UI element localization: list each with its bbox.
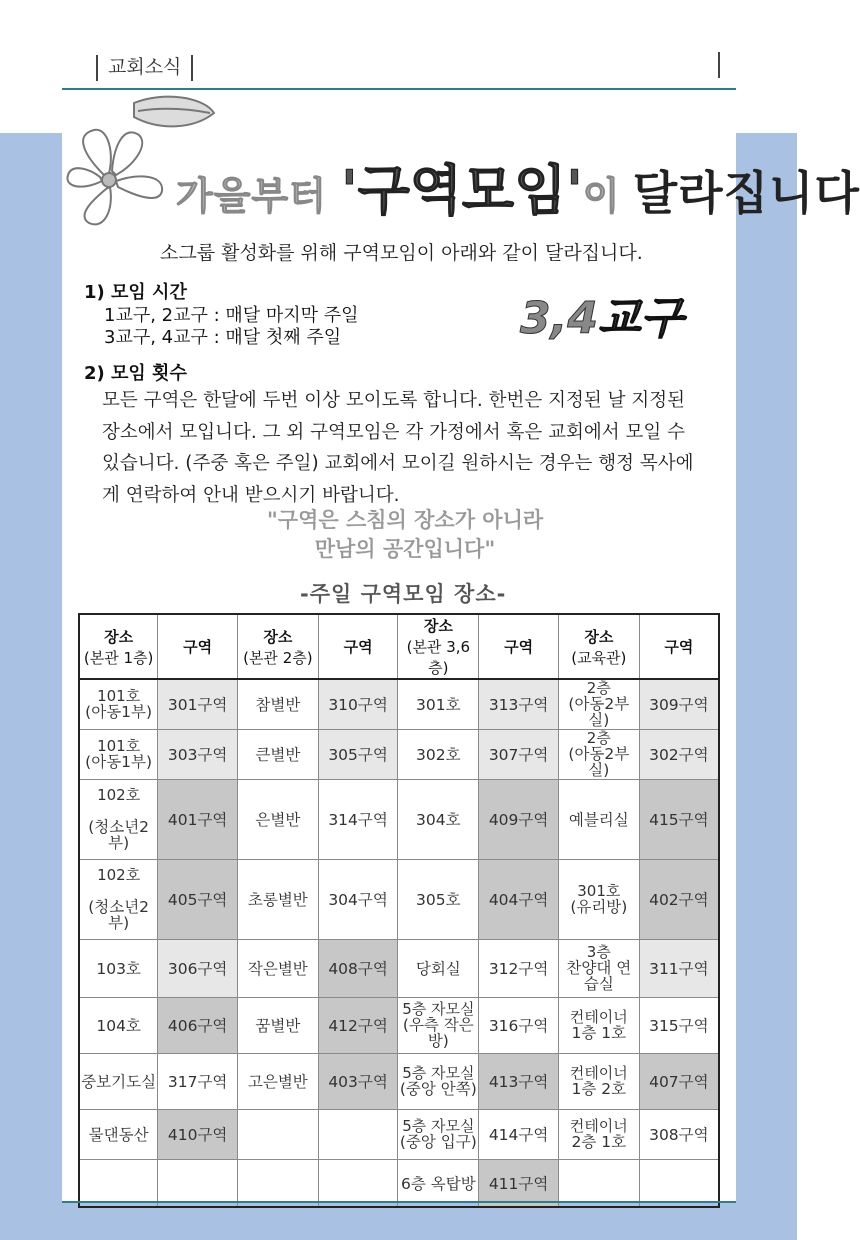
place-cell <box>79 679 158 729</box>
place-cell: 예블리실 <box>558 779 639 859</box>
district-cell <box>318 1159 398 1207</box>
place-cell: 6층 옥탑방 <box>398 1159 479 1207</box>
district-cell <box>158 1159 238 1207</box>
badge-word: 교구 <box>597 293 683 344</box>
district-cell: 310구역 <box>318 679 398 729</box>
cell-line: 1층 1호 <box>571 1024 627 1042</box>
intro-text: 소그룹 활성화를 위해 구역모임이 아래와 같이 달라집니다. <box>160 242 643 264</box>
cell-line: 2층 <box>586 679 611 698</box>
district-cell: 309구역 <box>639 679 719 729</box>
district-cell: 411구역 <box>479 1159 559 1207</box>
cell-line: (유리방) <box>570 898 628 916</box>
table-row <box>79 779 719 859</box>
column-header-label: 구역 <box>664 638 694 656</box>
left-blue-margin <box>0 133 62 1240</box>
cell-line: 5층 자모실 <box>402 1000 475 1018</box>
cell-line: 101호 <box>97 687 141 706</box>
column-header-sublabel: (본관 1층) <box>83 648 154 667</box>
place-cell <box>558 997 639 1053</box>
cell-line <box>80 803 157 819</box>
column-header <box>639 614 719 679</box>
district-cell: 308구역 <box>639 1109 719 1159</box>
column-header <box>79 614 158 679</box>
section1-line1: 1교구, 2교구 : 매달 마지막 주일 <box>104 305 359 326</box>
column-header <box>158 614 238 679</box>
quote <box>250 505 560 563</box>
cell-line: 2층 <box>586 729 611 747</box>
district-cell: 307구역 <box>479 729 559 779</box>
place-cell <box>558 859 639 939</box>
place-cell: 103호 <box>79 939 158 997</box>
cell-line: 5층 자모실 <box>402 1117 475 1135</box>
column-header-label: 장소 <box>263 627 293 646</box>
column-header-label: 구역 <box>504 638 534 656</box>
district-cell: 303구역 <box>158 729 238 779</box>
district-cell: 408구역 <box>318 939 398 997</box>
bottom-rule <box>62 1201 736 1203</box>
cell-line: (아동1부) <box>85 753 153 771</box>
bottom-blue-band <box>62 1203 736 1240</box>
place-cell: 물댄동산 <box>79 1109 158 1159</box>
district-cell: 405구역 <box>158 859 238 939</box>
district-cell: 313구역 <box>479 679 559 729</box>
place-cell <box>398 1053 479 1109</box>
table-body <box>79 679 719 1207</box>
section2-body: 모든 구역은 한달에 두번 이상 모이도록 합니다. 한번은 지정된 날 지정된 장소에서 모입니다. 그 외 구역모임은 각 가정에서 혹은 교회에서 모일 수 있습니다. (주중 혹은 주일) 교회에서 모이길 원하시는 경우는 행정 목사에게 연락하여 안내 받으시기 바랍니다. <box>102 390 694 506</box>
column-header-label: 장소 <box>584 627 614 646</box>
column-header <box>558 614 639 679</box>
district-cell: 301구역 <box>158 679 238 729</box>
cell-line: 컨테이너 <box>569 1064 628 1082</box>
table-row <box>79 1109 719 1159</box>
place-cell: 당회실 <box>398 939 479 997</box>
column-header <box>479 614 559 679</box>
cell-line <box>80 883 157 899</box>
place-cell <box>238 1109 319 1159</box>
place-cell <box>398 997 479 1053</box>
district-cell: 413구역 <box>479 1053 559 1109</box>
district-cell: 404구역 <box>479 859 559 939</box>
cell-line: (아동2부실) <box>568 745 630 779</box>
cell-line: (아동2부실) <box>568 695 630 730</box>
table-row <box>79 939 719 997</box>
table-row <box>79 859 719 939</box>
place-cell: 참별반 <box>238 679 319 729</box>
place-cell: 중보기도실 <box>79 1053 158 1109</box>
quote-line2: 만남의 공간입니다" <box>314 536 496 561</box>
place-cell: 304호 <box>398 779 479 859</box>
place-cell <box>238 1159 319 1207</box>
district-cell: 406구역 <box>158 997 238 1053</box>
header-section-label: 교회소식 <box>108 56 182 78</box>
column-header-sublabel: (본관 3,6층) <box>406 638 471 677</box>
district-cell: 407구역 <box>639 1053 719 1109</box>
cell-line: 102호 <box>97 786 141 804</box>
headline <box>176 148 860 225</box>
table-row <box>79 1159 719 1207</box>
place-cell: 고은별반 <box>238 1053 319 1109</box>
cell-line: (청소년2부) <box>88 818 150 852</box>
column-header <box>398 614 479 679</box>
cell-line: (청소년2부) <box>88 898 150 932</box>
place-cell: 104호 <box>79 997 158 1053</box>
district-cell: 302구역 <box>639 729 719 779</box>
place-cell <box>558 679 639 729</box>
cell-line: 찬양대 연습실 <box>566 959 632 993</box>
headline-part1: 가을부터 <box>176 174 342 218</box>
headline-part4: 달라집니다 <box>632 166 860 220</box>
place-cell <box>558 939 639 997</box>
district-cell: 401구역 <box>158 779 238 859</box>
cell-line: (아동1부) <box>85 703 153 722</box>
column-header-label: 장소 <box>104 627 134 646</box>
place-cell: 301호 <box>398 679 479 729</box>
cell-line: 102호 <box>97 866 141 884</box>
place-cell <box>79 729 158 779</box>
header-divider <box>96 55 98 81</box>
district-cell: 316구역 <box>479 997 559 1053</box>
headline-part3: 이 <box>582 174 633 218</box>
cell-line: 101호 <box>97 737 141 755</box>
place-cell: 302호 <box>398 729 479 779</box>
badge-number: 3,4 <box>520 293 598 344</box>
page-header <box>86 52 203 81</box>
cell-line: (우측 작은방) <box>402 1016 474 1050</box>
cell-line: 5층 자모실 <box>402 1064 475 1082</box>
right-blue-margin <box>736 133 797 1240</box>
district-cell: 415구역 <box>639 779 719 859</box>
place-cell: 작은별반 <box>238 939 319 997</box>
district-cell: 315구역 <box>639 997 719 1053</box>
column-header-label: 구역 <box>343 638 373 656</box>
district-cell: 409구역 <box>479 779 559 859</box>
district-cell: 305구역 <box>318 729 398 779</box>
column-header-sublabel: (본관 2층) <box>243 648 313 667</box>
table-row <box>79 1053 719 1109</box>
cell-line: 3층 <box>586 943 611 961</box>
district-cell <box>639 1159 719 1207</box>
place-cell: 305호 <box>398 859 479 939</box>
cell-line: 컨테이너 <box>569 1117 628 1135</box>
district-cell: 304구역 <box>318 859 398 939</box>
table-row <box>79 729 719 779</box>
place-cell <box>558 1159 639 1207</box>
section1-line2: 3교구, 4교구 : 매달 첫째 주일 <box>104 327 342 348</box>
section2-heading: 2) 모임 횟수 <box>84 363 187 384</box>
place-cell: 큰별반 <box>238 729 319 779</box>
header-divider <box>191 55 193 81</box>
cell-line: 컨테이너 <box>569 1008 628 1026</box>
table-row <box>79 679 719 729</box>
column-header <box>238 614 319 679</box>
column-header <box>318 614 398 679</box>
headline-part2: '구역모임' <box>341 159 583 222</box>
place-cell <box>558 729 639 779</box>
table-title: -주일 구역모임 장소- <box>300 582 507 606</box>
district-cell <box>318 1109 398 1159</box>
place-cell: 꿈별반 <box>238 997 319 1053</box>
place-cell <box>398 1109 479 1159</box>
place-cell <box>79 859 158 939</box>
district-cell: 410구역 <box>158 1109 238 1159</box>
district-cell: 311구역 <box>639 939 719 997</box>
place-cell: 초롱별반 <box>238 859 319 939</box>
district-cell: 306구역 <box>158 939 238 997</box>
cell-line: (중앙 입구) <box>399 1133 477 1151</box>
meeting-places-table <box>78 613 720 1208</box>
place-cell: 은별반 <box>238 779 319 859</box>
column-header-sublabel: (교육관) <box>571 648 627 667</box>
place-cell <box>558 1109 639 1159</box>
table-row <box>79 997 719 1053</box>
district-cell: 402구역 <box>639 859 719 939</box>
header-divider-right <box>718 52 720 78</box>
table-header-row <box>79 614 719 679</box>
district-badge <box>520 282 683 346</box>
cell-line: 1층 2호 <box>571 1080 627 1098</box>
column-header-label: 구역 <box>183 638 213 656</box>
column-header-label: 장소 <box>423 617 453 635</box>
quote-line1: "구역은 스침의 장소가 아니라 <box>266 507 544 532</box>
district-cell: 403구역 <box>318 1053 398 1109</box>
district-cell: 312구역 <box>479 939 559 997</box>
district-cell: 412구역 <box>318 997 398 1053</box>
header-rule <box>62 88 736 90</box>
cell-line: 2층 1호 <box>571 1133 627 1151</box>
district-cell: 414구역 <box>479 1109 559 1159</box>
place-cell <box>558 1053 639 1109</box>
district-cell: 314구역 <box>318 779 398 859</box>
cell-line: (중앙 안쪽) <box>399 1080 477 1098</box>
place-cell <box>79 1159 158 1207</box>
cell-line: 301호 <box>577 882 621 900</box>
district-cell: 317구역 <box>158 1053 238 1109</box>
section1-heading: 1) 모임 시간 <box>84 282 187 303</box>
place-cell <box>79 779 158 859</box>
